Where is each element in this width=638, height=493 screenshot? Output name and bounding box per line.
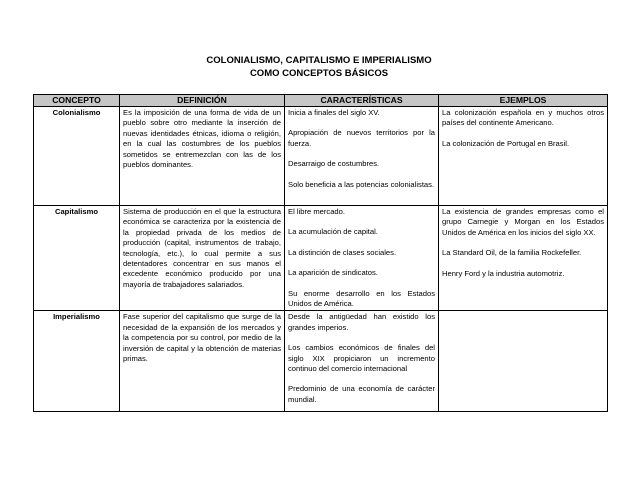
- characteristic-item: Predominio de una economía de carácter mundial.: [288, 384, 435, 404]
- example-item: La Standard Oil, de la familia Rockefeller.: [442, 248, 582, 258]
- title-line-2: COMO CONCEPTOS BÁSICOS: [249, 68, 389, 79]
- characteristic-item: La distinción de clases sociales.: [288, 247, 397, 257]
- example-item: La colonización española en y muchos otros países del continente Americano.: [442, 108, 604, 128]
- examples-cell: [439, 311, 608, 412]
- characteristic-item: La aparición de sindicatos.: [288, 268, 378, 278]
- header-row: [34, 95, 608, 107]
- definition-cell: Fase superior del capitalismo que surge de la necesidad de la expansión de los mercados y la competencia por su control, por medio de la inversión de capital y la obtención de materias primas.: [120, 311, 285, 412]
- table-row: [34, 107, 608, 206]
- characteristics-cell: [285, 206, 439, 311]
- concept-cell: Capitalismo: [34, 206, 120, 311]
- characteristic-item: Inicia a finales del siglo XV.: [288, 108, 380, 117]
- table-row: [34, 311, 608, 412]
- characteristic-item: Desarraigo de costumbres.: [288, 159, 380, 169]
- examples-cell: [439, 107, 608, 206]
- characteristic-item: La acumulación de capital.: [288, 227, 378, 237]
- title-line-1: COLONIALISMO, CAPITALISMO E IMPERIALISMO: [206, 55, 432, 66]
- document-title: [0, 54, 638, 80]
- header-definicion: DEFINICIÓN: [120, 95, 285, 107]
- characteristic-item: Apropiación de nuevos territorios por la fuerza.: [288, 128, 435, 148]
- characteristics-cell: [285, 107, 439, 206]
- characteristic-item: El libre mercado.: [288, 207, 345, 216]
- example-item: La colonización de Portugal en Brasil.: [442, 138, 570, 148]
- examples-cell: [439, 206, 608, 311]
- definition-cell: Sistema de producción en el que la estructura económica se caracteriza por la existencia de la propiedad privada de los medios de producción (capital, instrumentos de trabajo, tecnología, etc.), lo cual permite a sus detentadores concentrar en sus manos el excedente económico producido por una mayoría de trabajadores salariados.: [120, 206, 285, 311]
- concepts-table: [33, 94, 608, 412]
- table-row: [34, 206, 608, 311]
- example-item: Henry Ford y la industria automotriz.: [442, 268, 565, 278]
- characteristic-item: Los cambios económicos de finales del siglo XIX propiciaron un incremento continuo del comercio internacional: [288, 343, 435, 374]
- concept-cell: Imperialismo: [34, 311, 120, 412]
- characteristic-item: Solo beneficia a las potencias colonialistas.: [288, 179, 435, 189]
- characteristic-item: Desde la antigüedad han existido los grandes imperios.: [288, 312, 435, 332]
- example-item: La existencia de grandes empresas como el grupo Carnegie y Morgan en los Estados Unidos de América en los inicios del siglo XX.: [442, 207, 604, 237]
- characteristics-cell: [285, 311, 439, 412]
- concept-cell: Colonialismo: [34, 107, 120, 206]
- header-concepto: CONCEPTO: [34, 95, 120, 107]
- definition-cell: Es la imposición de una forma de vida de un pueblo sobre otro mediante la inserción de nuevas identidades étnicas, idioma o religión, en la cual las costumbres de los pueblos sometidos se entremezclan con las de los pueblos dominantes.: [120, 107, 285, 206]
- header-caracteristicas: CARACTERÍSTICAS: [285, 95, 439, 107]
- characteristic-item: Su enorme desarrollo en los Estados Unidos de América.: [288, 288, 435, 309]
- header-ejemplos: EJEMPLOS: [439, 95, 608, 107]
